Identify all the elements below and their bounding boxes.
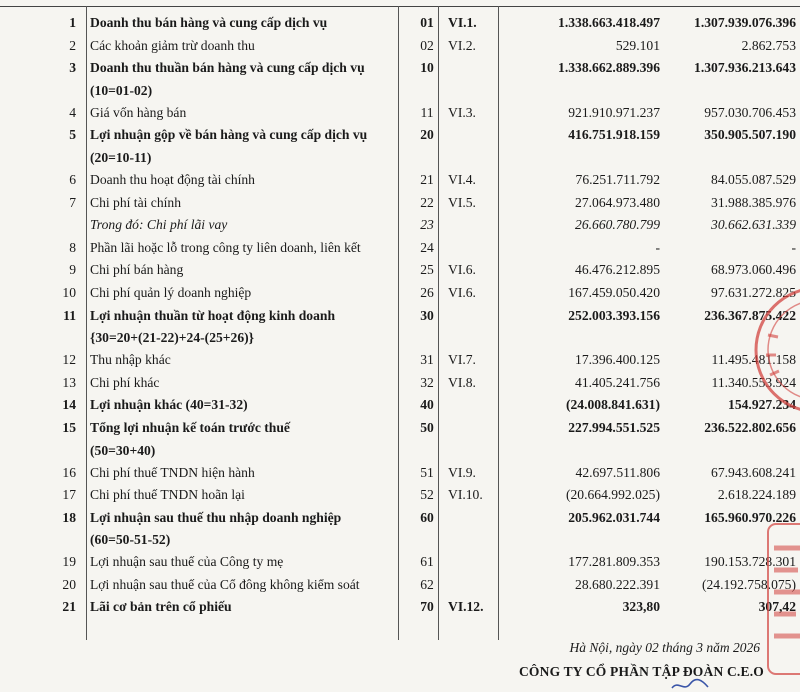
row-code: 11 xyxy=(420,104,434,120)
previous-year-value: (24.192.758.075) xyxy=(701,576,796,592)
row-code: 52 xyxy=(420,487,434,503)
row-number: 9 xyxy=(69,262,76,278)
previous-year-value: 957.030.706.453 xyxy=(704,104,796,120)
current-year-value: 921.910.971.237 xyxy=(568,104,660,120)
previous-year-value: 2.618.224.189 xyxy=(717,487,796,503)
empty-cell xyxy=(660,147,796,169)
row-label: Lợi nhuận thuần từ hoạt động kinh doanh xyxy=(90,307,336,323)
empty-cell xyxy=(510,440,660,462)
approval-stamp-icon xyxy=(760,518,800,678)
row-code: 62 xyxy=(420,576,434,592)
row-label: Chi phí thuế TNDN hoãn lại xyxy=(90,487,245,503)
row-formula: (20=10-11) xyxy=(90,149,152,165)
table-row xyxy=(0,214,796,237)
previous-year-value: 11.495.481.158 xyxy=(711,352,796,368)
current-year-value: 529.101 xyxy=(615,37,660,53)
empty-cell xyxy=(410,327,444,349)
empty-cell xyxy=(0,440,84,462)
empty-cell xyxy=(660,440,796,462)
row-label: Chi phí tài chính xyxy=(90,194,181,210)
table-row xyxy=(0,507,796,530)
row-code: 26 xyxy=(420,284,434,300)
row-number: 15 xyxy=(62,419,76,435)
row-label: Thu nhập khác xyxy=(90,352,171,368)
previous-year-value: 350.905.507.190 xyxy=(704,127,796,143)
row-formula: (50=30+40) xyxy=(90,442,156,458)
row-number: 18 xyxy=(62,509,76,525)
row-note xyxy=(444,507,510,530)
row-code: 60 xyxy=(420,509,434,525)
current-year-value: - xyxy=(655,239,660,255)
row-number: 14 xyxy=(62,397,76,413)
empty-cell xyxy=(444,529,510,551)
table-row xyxy=(0,259,796,282)
row-note xyxy=(444,305,510,328)
current-year-value: 323,80 xyxy=(622,599,660,615)
previous-year-value: 31.988.385.976 xyxy=(711,194,796,210)
row-code: 30 xyxy=(420,307,434,323)
row-number: 11 xyxy=(63,307,76,323)
empty-cell xyxy=(510,529,660,551)
row-code: 32 xyxy=(420,374,434,390)
row-note: VI.1. xyxy=(448,15,477,30)
empty-cell xyxy=(410,80,444,102)
current-year-value: 28.680.222.391 xyxy=(575,576,660,592)
row-label: Giá vốn hàng bán xyxy=(90,104,187,120)
previous-year-value: 67.943.608.241 xyxy=(711,464,796,480)
previous-year-value: 11.340.553.924 xyxy=(711,374,796,390)
row-code: 51 xyxy=(420,464,434,480)
row-number xyxy=(0,214,84,237)
current-year-value: 252.003.393.156 xyxy=(568,307,660,323)
empty-cell xyxy=(0,327,84,349)
empty-cell xyxy=(444,147,510,169)
current-year-value: 27.064.973.480 xyxy=(575,194,660,210)
current-year-value: 177.281.809.353 xyxy=(568,554,660,570)
row-number: 17 xyxy=(62,487,76,503)
table-row xyxy=(0,462,796,485)
row-number: 6 xyxy=(69,171,76,187)
row-number: 2 xyxy=(69,37,76,53)
row-number: 7 xyxy=(69,194,76,210)
table-row xyxy=(0,417,796,440)
table-row xyxy=(0,596,796,619)
table-row xyxy=(0,124,796,147)
empty-cell xyxy=(0,80,84,102)
row-note xyxy=(444,237,510,260)
row-code: 21 xyxy=(420,171,434,187)
row-label: Chi phí khác xyxy=(90,374,160,390)
previous-year-value: 30.662.631.339 xyxy=(711,217,796,233)
empty-cell xyxy=(444,80,510,102)
empty-cell xyxy=(510,327,660,349)
row-note: VI.2. xyxy=(448,37,476,53)
empty-cell xyxy=(444,440,510,462)
table-row-continuation xyxy=(0,440,796,462)
row-number: 10 xyxy=(62,284,76,300)
row-note: VI.5. xyxy=(448,194,476,210)
row-label: Lợi nhuận gộp về bán hàng và cung cấp dịch vụ xyxy=(90,127,368,143)
row-note: VI.12. xyxy=(448,599,484,615)
current-year-value: 1.338.662.889.396 xyxy=(558,60,660,76)
empty-cell xyxy=(0,529,84,551)
table-row xyxy=(0,169,796,192)
row-note xyxy=(444,57,510,80)
row-label: Các khoản giảm trừ doanh thu xyxy=(90,37,255,53)
current-year-value: 416.751.918.159 xyxy=(568,127,660,143)
row-formula: (10=01-02) xyxy=(90,82,153,98)
table-top-border xyxy=(0,6,800,7)
current-year-value: 227.994.551.525 xyxy=(568,419,660,435)
row-label: Lợi nhuận sau thuế thu nhập doanh nghiệp xyxy=(90,509,342,525)
table-row xyxy=(0,394,796,417)
row-label: Doanh thu bán hàng và cung cấp dịch vụ xyxy=(90,15,328,30)
empty-cell xyxy=(0,147,84,169)
company-name: CÔNG TY CỔ PHẦN TẬP ĐOÀN C.E.O xyxy=(518,664,764,679)
table-row-continuation xyxy=(0,327,796,349)
row-note: VI.6. xyxy=(448,284,476,300)
row-formula: (60=50-51-52) xyxy=(90,532,171,548)
table-row xyxy=(0,372,796,395)
income-statement-table xyxy=(0,12,796,619)
signature-date: Hà Nội, ngày 02 tháng 3 năm 2026 xyxy=(569,640,760,655)
row-note xyxy=(444,124,510,147)
row-number: 3 xyxy=(69,60,76,76)
table-row xyxy=(0,574,796,597)
previous-year-value: 236.522.802.656 xyxy=(704,419,796,435)
row-number: 4 xyxy=(69,104,76,120)
row-label: Lợi nhuận sau thuế của Công ty mẹ xyxy=(90,554,284,570)
previous-year-value: - xyxy=(791,239,796,255)
previous-year-value: 1.307.936.213.643 xyxy=(694,60,796,76)
row-label: Lãi cơ bản trên cổ phiếu xyxy=(90,599,232,615)
row-number: 21 xyxy=(62,599,76,615)
row-label: Doanh thu thuần bán hàng và cung cấp dịch vụ xyxy=(90,60,365,76)
row-note xyxy=(444,417,510,440)
row-code: 25 xyxy=(420,262,434,278)
row-number: 20 xyxy=(62,576,76,592)
row-number: 16 xyxy=(62,464,76,480)
previous-year-value: 236.367.875.422 xyxy=(704,307,796,323)
empty-cell xyxy=(410,147,444,169)
current-year-value: 42.697.511.806 xyxy=(575,464,660,480)
row-code: 31 xyxy=(420,352,434,368)
empty-cell xyxy=(660,80,796,102)
current-year-value: (24.008.841.631) xyxy=(565,397,660,413)
previous-year-value: 165.960.970.226 xyxy=(704,509,796,525)
previous-year-value: 2.862.753 xyxy=(741,37,796,53)
previous-year-value: 68.973.060.496 xyxy=(711,262,796,278)
row-note xyxy=(444,214,510,237)
previous-year-value: 190.153.728.301 xyxy=(704,554,796,570)
current-year-value: 46.476.212.895 xyxy=(575,262,660,278)
table-row xyxy=(0,12,796,35)
table-row xyxy=(0,35,796,58)
row-number: 12 xyxy=(62,352,76,368)
table-row xyxy=(0,237,796,260)
row-label: Lợi nhuận sau thuế của Cổ đông không kiểm soát xyxy=(90,576,360,592)
current-year-value: 205.962.031.744 xyxy=(568,509,660,525)
current-year-value: (20.664.992.025) xyxy=(565,487,660,503)
current-year-value: 26.660.780.799 xyxy=(575,217,660,233)
table-row xyxy=(0,349,796,372)
row-note: VI.3. xyxy=(448,104,476,120)
row-note: VI.6. xyxy=(448,262,476,278)
row-label: Phần lãi hoặc lỗ trong công ty liên doanh, liên kết xyxy=(90,239,361,255)
row-label: Chi phí quản lý doanh nghiệp xyxy=(90,284,252,300)
table-row-continuation xyxy=(0,147,796,169)
previous-year-value: 97.631.272.825 xyxy=(711,284,796,300)
current-year-value: 17.396.400.125 xyxy=(575,352,660,368)
table-row xyxy=(0,305,796,328)
table-row-continuation xyxy=(0,80,796,102)
row-label: Chi phí thuế TNDN hiện hành xyxy=(90,464,255,480)
row-label: Doanh thu hoạt động tài chính xyxy=(90,171,255,187)
empty-cell xyxy=(410,529,444,551)
signature-mark-icon xyxy=(670,678,710,692)
row-code: 20 xyxy=(420,127,434,143)
row-number: 19 xyxy=(62,554,76,570)
company-seal-icon xyxy=(748,275,800,425)
row-note: VI.7. xyxy=(448,352,476,368)
previous-year-value: 1.307.939.076.396 xyxy=(694,15,796,30)
row-code: 24 xyxy=(420,239,434,255)
row-label: Trong đó: Chi phí lãi vay xyxy=(90,217,228,233)
row-label: Lợi nhuận khác (40=31-32) xyxy=(90,397,248,413)
empty-cell xyxy=(510,80,660,102)
row-number: 5 xyxy=(69,127,76,143)
table-row xyxy=(0,57,796,80)
table-row-continuation xyxy=(0,529,796,551)
previous-year-value: 154.927.234 xyxy=(728,397,796,413)
row-code: 70 xyxy=(420,599,434,615)
row-code: 02 xyxy=(420,37,434,53)
empty-cell xyxy=(410,440,444,462)
table-row xyxy=(0,192,796,215)
row-number: 1 xyxy=(69,15,76,30)
row-code: 61 xyxy=(420,554,434,570)
table-body xyxy=(0,12,796,619)
table-row xyxy=(0,102,796,125)
row-code: 01 xyxy=(420,15,434,30)
row-number: 13 xyxy=(62,374,76,390)
table-row xyxy=(0,282,796,305)
previous-year-value: 307,42 xyxy=(758,599,796,615)
previous-year-value: 84.055.087.529 xyxy=(711,171,796,187)
row-number: 8 xyxy=(69,239,76,255)
row-code: 50 xyxy=(420,419,434,435)
row-note: VI.9. xyxy=(448,464,476,480)
empty-cell xyxy=(444,327,510,349)
row-note: VI.4. xyxy=(448,171,476,187)
row-code: 23 xyxy=(420,217,434,233)
current-year-value: 76.251.711.792 xyxy=(575,171,660,187)
table-row xyxy=(0,551,796,574)
row-note: VI.10. xyxy=(448,487,483,503)
empty-cell xyxy=(510,147,660,169)
current-year-value: 167.459.050.420 xyxy=(568,284,660,300)
row-note xyxy=(444,551,510,574)
current-year-value: 1.338.663.418.497 xyxy=(558,15,660,30)
row-label: Tổng lợi nhuận kế toán trước thuế xyxy=(90,419,290,435)
row-label: Chi phí bán hàng xyxy=(90,262,184,278)
row-formula: {30=20+(21-22)+24-(25+26)} xyxy=(90,330,255,346)
row-code: 10 xyxy=(420,60,434,76)
row-code: 40 xyxy=(420,397,434,413)
row-code: 22 xyxy=(420,194,434,210)
row-note: VI.8. xyxy=(448,374,476,390)
current-year-value: 41.405.241.756 xyxy=(575,374,660,390)
row-note xyxy=(444,394,510,417)
table-row xyxy=(0,484,796,507)
row-note xyxy=(444,574,510,597)
